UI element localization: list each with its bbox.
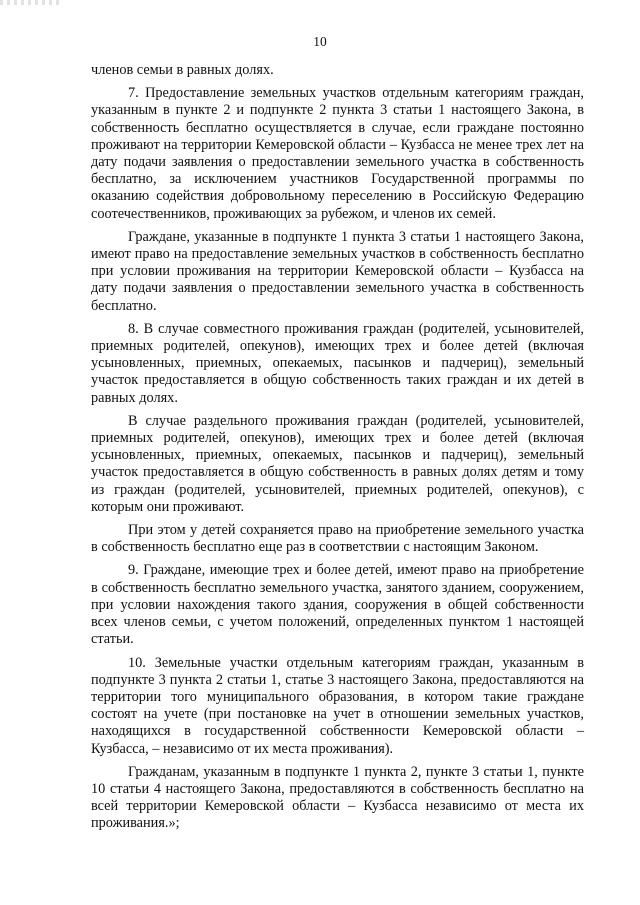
paragraph: 8. В случае совместного проживания граждан (родителей, усыновителей, приемных родителей, опекунов), имеющих трех и более детей (включая усыновленных, приемных, опекаемых, пасынков и падчериц), земельный участок предоставляется в общую собственность таких граждан и их детей в равных долях.	[91, 320, 584, 406]
scan-artifact	[0, 0, 60, 5]
paragraph: Граждане, указанные в подпункте 1 пункта 3 статьи 1 настоящего Закона, имеют право на предоставление земельных участков в собственность бесплатно при условии проживания на территории Кемеровской области – Кузбасса на дату подачи заявления о предоставлении земельного участка в собственность бесплатно.	[91, 228, 584, 314]
document-body	[91, 62, 584, 839]
paragraph: 10. Земельные участки отдельным категориям граждан, указанным в подпункте 3 пункта 2 статьи 1, статье 3 настоящего Закона, предоставляются на территории того муниципального образования, в котором такие граждане состоят на учете (при постановке на учет в отношении земельных участков, находящихся в государственной собственности Кемеровской области – Кузбасса, – независимо от их места проживания).	[91, 654, 584, 757]
paragraph: В случае раздельного проживания граждан (родителей, усыновителей, приемных родителей, опекунов), имеющих трех и более детей (включая усыновленных, приемных, опекаемых, пасынков и падчериц), земельный участок предоставляется в общую собственность в равных долях детям и тому из граждан (родителей, усыновителей, приемных родителей, опекунов), с которым они проживают.	[91, 412, 584, 515]
paragraph: 7. Предоставление земельных участков отдельным категориям граждан, указанным в пункте 2 и подпункте 2 пункта 3 статьи 1 настоящего Закона, в собственность бесплатно осуществляется в случае, если граждане постоянно проживают на территории Кемеровской области – Кузбасса не менее трех лет на дату подачи заявления о предоставлении земельного участка в собственность бесплатно, за исключением участников Государственной программы по оказанию содействия добровольному переселению в Российскую Федерацию соотечественников, проживающих за рубежом, и членов их семей.	[91, 85, 584, 222]
paragraph: При этом у детей сохраняется право на приобретение земельного участка в собственность бесплатно еще раз в соответствии с настоящим Законом.	[91, 522, 584, 556]
paragraph: членов семьи в равных долях.	[91, 62, 274, 78]
paragraph: Гражданам, указанным в подпункте 1 пункта 2, пункте 3 статьи 1, пункте 10 статьи 4 настоящего Закона, предоставляются в собственность бесплатно на всей территории Кемеровской области – Кузбасса независимо от места их проживания.»;	[91, 763, 584, 832]
page-number: 10	[313, 34, 327, 49]
paragraph: 9. Граждане, имеющие трех и более детей, имеют право на приобретение в собственность бесплатно земельного участка, занятого зданием, сооружением, при условии нахождения такого здания, сооружения в общей собственности всех членов семьи, с учетом положений, определенных пунктом 1 настоящей статьи.	[91, 562, 584, 648]
